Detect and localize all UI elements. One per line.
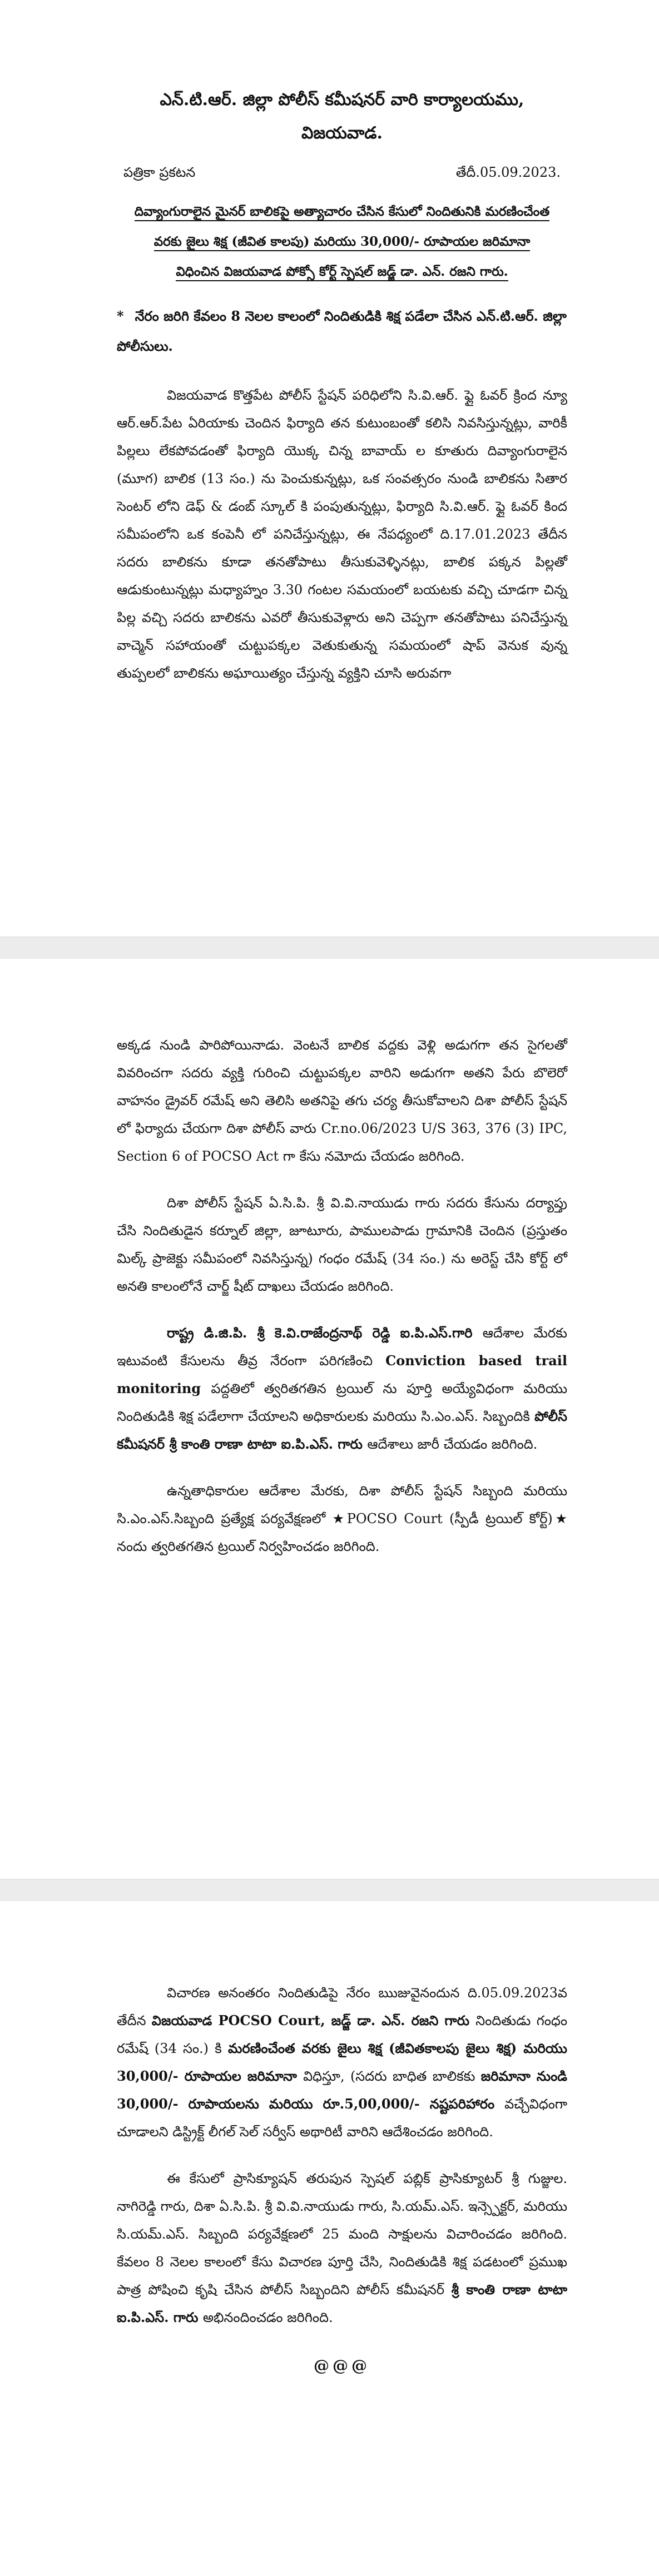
page-3-paragraph-1 [117,1979,567,2146]
document-page-3 [0,1901,659,2576]
page-2-content [117,1031,567,1579]
page-1-content [117,83,567,706]
subject-line-3: విధించిన విజయవాడ పోక్సో కోర్ట్ స్పెషల్ జడ్జ్ డా. ఎన్. రజని గారు. [176,264,508,281]
conviction-monitoring-term: Conviction based trail monitoring [117,1352,568,1396]
page-2-paragraph-1: అక్కడ నుండి పారిపోయినాడు. వెంటనే బాలిక వద్దకు వెళ్లి అడుగగా తన సైగలతో వివరించగా సదరు వ్యక్తి గురించి చుట్టుపక్కల వారిని అడుగగా అతని పేరు బొలెరో వాహనం డ్రైవర్ రమేష్ అని తెలిసి అతనిపై తగు చర్య తీసుకోవాలని దిశా పోలీస్ స్టేషన్ లో ఫిర్యాదు చేయగా దిశా పోలీస్ వారు Cr.no.06/2023 U/S 363, 376 (3) IPC, Section 6 of POCSO Act గా కేసు నమోదు చేయడం జరిగింది. [117,1037,567,1164]
commissioner-name: శ్రీ కాంతి రాణా టాటా ఐ.పి.ఎస్. గారు [117,2281,567,2325]
page-2-paragraph-3 [117,1319,567,1458]
page-2-paragraph-4: ఉన్నతాధికారుల ఆదేశాల మేరకు, దిశా పోలీస్ స్టేషన్ సిబ్బంది మరియు సి.ఎం.ఎస్.సిబ్బంది ప్రత్యేక్ష పర్యవేక్షణలో ★POCSO Court (స్పీడీ ట్రయిల్ కోర్ట్)★ నందు త్వరితగతిన ట్రయిల్ నిర్వహించడం జరిగింది. [117,1483,567,1554]
press-release-label: పత్రికా ప్రకటన [123,165,196,180]
sentence-text: మరణించేంత వరకు జైలు శిక్ష (జీవితకాలపు జైలు శిక్ష) మరియు 30,000/- రూపాయల జరిమానా [117,2040,567,2084]
para2-text-a: ఈ కేసులో ప్రాసిక్యూషన్ తరుపున స్పెషల్ పబ్లిక్ ప్రాసిక్యూటర్ శ్రీ గుజ్జుల. నాగిరెడ్డి గారు, దిశా ఏ.సి.పి. శ్రీ వి.వి.నాయుడు గారు, సి.యమ్.ఎస్. ఇన్స్పెక్టర్, మరియు సి.యమ్.ఎస్. సిబ్బంది పర్యవేక్షణలో 25 మంది సాక్షులను విచారించడం జరిగింది. కేవలం 8 నెలల కాలంలో కేసు విచారణ పూర్తి చేసి, నిందితుడికి శిక్ష పడటంలో ప్రముఖ పాత్ర పోషించి కృషి చేసిన పోలీస్ సిబ్బందిని పోలీస్ కమీషనర్ [117,2171,567,2297]
page-2-paragraph-2: దిశా పోలీస్ స్టేషన్ ఏ.సి.పి. శ్రీ వి.వి.నాయుడు గారు సదరు కేసును దర్యాప్తు చేసి నిందితుడైన కర్నూల్ జిల్లా, జూటూరు, పాములపాడు గ్రామానికి చెందిన (ప్రస్తుతం మిల్క్ ప్రాజెక్టు సమీపంలో నివసిస్తున్న) గంధం రమేష్ (34 సం.) ను అరెస్ట్ చేసి కోర్ట్ లో అనతి కాలంలోనే చార్జ్ షీట్ దాఖలు చేయడం జరిగింది. [117,1195,567,1294]
page-3-content [117,1979,567,2378]
subject-heading [117,197,567,287]
highlight-text: నేరం జరిగి కేవలం 8 నెలల కాలంలో నిందితుడికి శిక్ష పడేలా చేసిన ఎన్.టి.ఆర్. జిల్లా పోలీసులు. [117,308,567,354]
page-3-paragraph-2 [117,2165,567,2331]
para1-text-d: వచ్చేవిధంగా చూడాలని డిస్ట్రిక్ట్ లీగల్ సెల్ సర్వీస్ అథారిటీ వారిని ఆదేశించడం జరిగింది. [117,2096,567,2140]
dgp-name: రాష్ట్ర డి.జి.పి. శ్రీ కె.వి.రాజేంద్రనాథ్ రెడ్డి ఐ.పి.ఎస్.గారి [167,1325,483,1341]
para1-text-a: విచారణ అనంతరం నిందితుడిపై నేరం ఋజువైనందున ది.05.09.2023వ తేదీన [117,1985,567,2028]
office-title-line1: ఎన్.టి.ఆర్. జిల్లా పోలీస్ కమీషనర్ వారి కార్యాలయము, [160,90,524,110]
subject-line-2: వరకు జైలు శిక్ష (జీవిత కాలపు) మరియు 30,000/- రూపాయల జరిమానా [154,234,531,251]
star-icon: * [117,308,124,324]
subject-line-1: దివ్యాంగురాలైన మైనర్ బాలికపై అత్యాచారం చేసిన కేసులో నిందితునికి మరణించేంత [135,204,549,221]
para1-text-b: నిందితుడు గంధం రమేష్ (34 సం.) కి [117,2013,568,2056]
para2-text-b: అభినందించడం జరిగింది. [202,2310,333,2325]
para3-text-c: ఆదేశాలు జారీ చేయడం జరిగింది. [367,1436,538,1452]
office-title-line2: విజయవాడ. [301,123,383,143]
press-release-date: తేదీ.05.09.2023. [455,165,561,180]
para1-text-c: విధిస్తూ, (సదరు బాధిత బాలికకు [303,2068,481,2084]
document-page-2 [0,959,659,1879]
end-mark: @@@ [314,2356,370,2375]
press-release-row [117,160,567,185]
para3-text-a: ఆదేశాల మేరకు ఇటువంటి కేసులను తీవ్ర నేరంగా పరిగణించి [117,1325,567,1369]
compensation-text: జరిమానా నుండి 30,000/- రూపాయలను మరియు రూ.5,00,000/- నష్టపరిహారం [117,2068,568,2112]
court-judge-name: విజయవాడ POCSO Court, జడ్జ్ డా. ఎన్. రజని గారు [151,2012,476,2028]
highlight-note [117,301,567,361]
page-1-paragraph-1: విజయవాడ కొత్తపేట పోలీస్ స్టేషన్ పరిధిలోని సి.వి.ఆర్. ఫ్లై ఓవర్ క్రింద న్యూ ఆర్.ఆర్.పేట ఏరియాకు చెందిన ఫిర్యాది తన కుటుంబంతో కలిసి నివసిస్తున్నట్లు, వారికీ పిల్లలు లేకపోవడంతో ఫిర్యాది యొక్క చిన్న బావాయ్ ల కూతురు దివ్యాంగురాలైన (మూగ) బాలిక (13 సం.) ను పెంచుకున్నట్లు, ఒక సంవత్సరం నుండి బాలికను సితార సెంటర్ లోని డెఫ్ & డంబ్ స్కూల్ కి పంపుతున్నట్లు, ఫిర్యాది సి.వి.ఆర్. ఫ్లై ఓవర్ కింద సమీపంలోని ఒక కంపెనీ లో పనిచేస్తున్నట్లు, ఈ నేపధ్యంలో ది.17.01.2023 తేదీన సదరు బాలికను కూడా తనతోపాటు తీసుకువెళ్ళినట్లు, బాలిక పక్కన పిల్లతో ఆడుకుంటున్నట్లు మధ్యాహ్నం 3.30 గంటల సమయంలో బయటకు వచ్చి చూడగా చిన్న పిల్ల వచ్చి సదరు బాలికను ఎవరో తీసుకువెళ్లారు అని చెప్పగా తనతోపాటు పనిచేస్తున్న వాచ్మెన్ సహాయంతో చుట్టుపక్కల వెతుకుతున్న సమయంలో షాప్ వెనుక వున్న తుప్పలలో బాలికను అఘాయిత్యం చేస్తున్న వ్యక్తిని చూసి అరువగా [117,387,567,681]
document-page-1 [0,0,659,937]
page-separator [0,937,659,960]
page-separator [0,1879,659,1902]
commissioner-name: పోలీస్ కమీషనర్ శ్రీ కాంతి రాణా టాటా ఐ.పి.ఎస్. గారు [117,1408,567,1452]
para3-text-b: పద్దతిలో త్వరితగతిన ట్రయిల్ ను పూర్తి అయ్యేవిధంగా మరియు నిందితుడికి శిక్ష పడేలాగా చేయాలని అధికారులకు మరియు సి.ఎం.ఎస్. సిబ్బందికి [117,1381,567,1424]
